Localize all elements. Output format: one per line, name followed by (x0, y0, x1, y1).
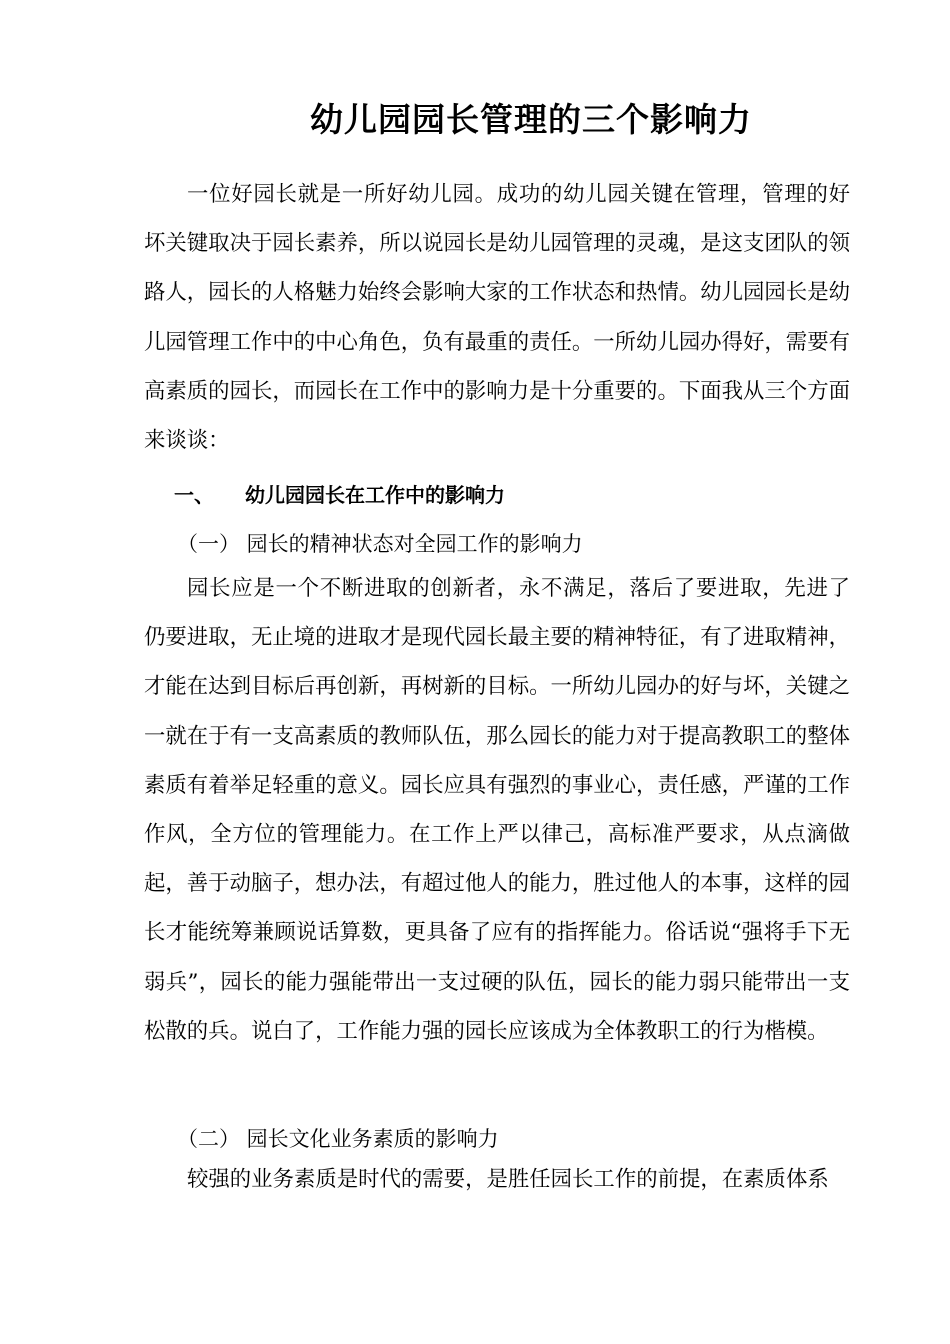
subsection-2-paragraph: 较强的业务素质是时代的需要，是胜任园长工作的前提，在素质体系 (187, 1167, 829, 1192)
section-1-number: 一、 (174, 483, 214, 507)
document-title: 幼儿园园长管理的三个影响力 (310, 100, 752, 139)
intro-paragraph: 一位好园长就是一所好幼儿园。成功的幼儿园关键在管理，管理的好坏关键取决于园长素养，所以说园长是幼儿园管理的灵魂，是这支团队的领路人，园长的人格魅力始终会影响大家的工作状态和热情。幼儿园园长是幼儿园管理工作中的中心角色，负有最重的责任。一所幼儿园办得好，需要有高素质的园长，而园长在工作中的影响力是十分重要的。下面我从三个方面来谈谈： (144, 182, 850, 454)
subsection-1-paragraph: 园长应是一个不断进取的创新者，永不满足，落后了要进取，先进了仍要进取，无止境的进取才是现代园长最主要的精神特征，有了进取精神，才能在达到目标后再创新，再树新的目标。一所幼儿园办的好与坏，关键之一就在于有一支高素质的教师队伍，那么园长的能力对于提高教职工的整体素质有着举足轻重的意义。园长应具有强烈的事业心，责任感，严谨的工作作风，全方位的管理能力。在工作上严以律己，高标准严要求，从点滴做起，善于动脑子，想办法，有超过他人的能力，胜过他人的本事，这样的园长才能统筹兼顾说话算数，更具备了应有的指挥能力。俗话说“强将手下无弱兵”，园长的能力强能带出一支过硬的队伍，园长的能力弱只能带出一支松散的兵。说白了，工作能力强的园长应该成为全体教职工的行为楷模。 (144, 576, 850, 1044)
section-1-heading (174, 471, 505, 519)
subsection-1-heading: （一） 园长的精神状态对全园工作的影响力 (177, 532, 583, 556)
section-1-title: 幼儿园园长在工作中的影响力 (245, 483, 505, 507)
subsection-2-heading: （二） 园长文化业务素质的影响力 (177, 1127, 499, 1151)
